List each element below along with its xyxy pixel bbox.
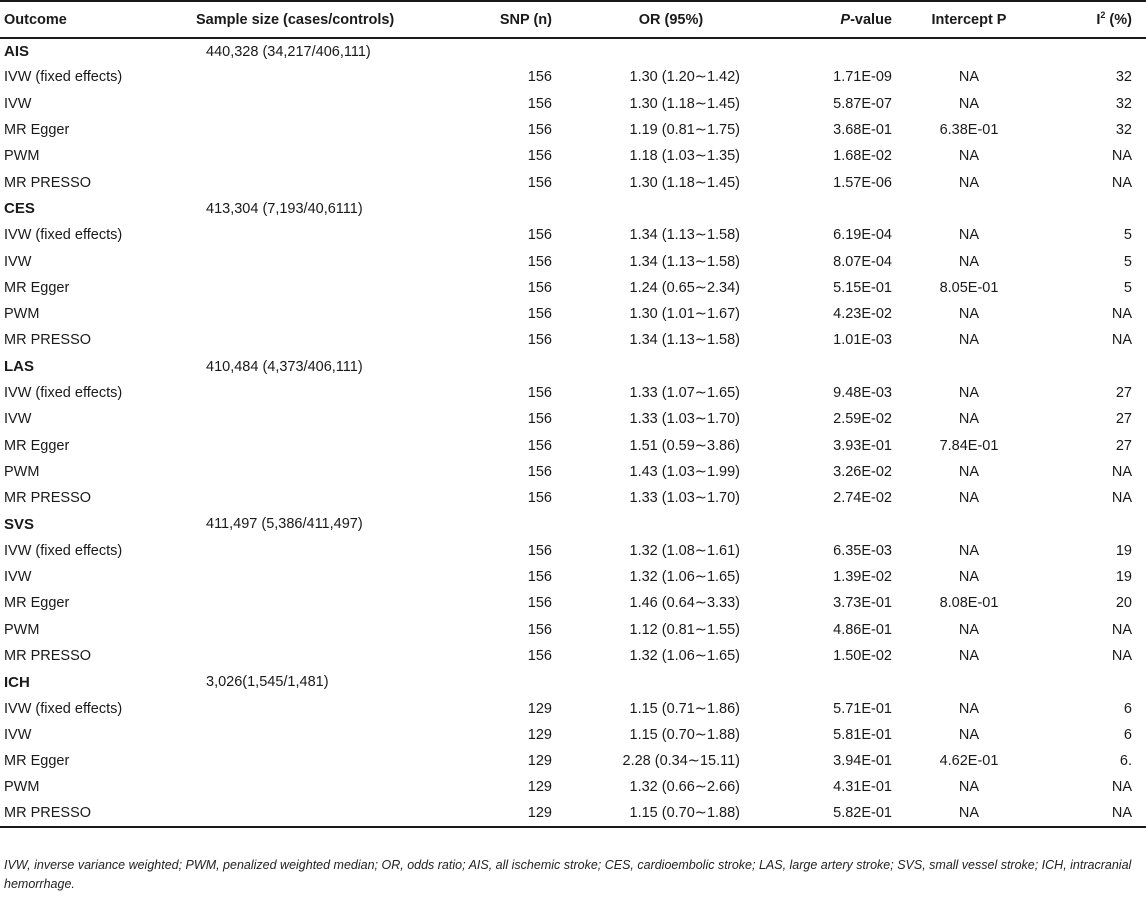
method-cell: MR PRESSO: [0, 801, 196, 827]
intercept-cell: NA: [958, 621, 980, 638]
empty-cell: [1036, 196, 1146, 222]
pvalue-cell: 6.19E-04: [833, 227, 892, 244]
group-sample-size: 3,026(1,545/1,481): [206, 674, 329, 691]
pvalue-cell: 9.48E-03: [833, 385, 892, 401]
table-row: [0, 248, 1146, 274]
snp-cell: 129: [527, 779, 552, 796]
intercept-cell: NA: [958, 306, 980, 323]
pvalue-cell: 1.71E-09: [833, 69, 892, 86]
intercept-cell: NA: [958, 542, 980, 559]
intercept-cell: 8.08E-01: [939, 595, 999, 612]
empty-cell: [196, 301, 446, 327]
intercept-cell: NA: [958, 647, 980, 664]
pvalue-cell: 8.07E-04: [833, 253, 892, 270]
empty-cell: [556, 38, 786, 64]
table-row: [0, 722, 1146, 748]
or-cell: 1.33 (1.03∼1.70): [629, 411, 740, 428]
table-row: [0, 485, 1146, 511]
pvalue-cell: 3.73E-01: [833, 595, 892, 612]
empty-cell: [196, 774, 446, 800]
table-row: [0, 748, 1146, 774]
method-cell: IVW (fixed effects): [4, 700, 123, 717]
intercept-cell: NA: [958, 569, 980, 586]
header-i2-sup: 2: [1100, 9, 1106, 20]
empty-cell: [556, 669, 786, 695]
header-outcome: Outcome: [0, 1, 196, 38]
intercept-cell: 4.62E-01: [939, 753, 999, 770]
empty-cell: [196, 380, 446, 406]
group-row: [0, 38, 1146, 64]
table-row: [0, 169, 1146, 195]
empty-cell: [556, 354, 786, 380]
snp-cell: 156: [527, 542, 552, 559]
or-cell: 1.24 (0.65∼2.34): [629, 279, 740, 296]
table-row: [0, 695, 1146, 721]
method-cell: MR PRESSO: [4, 332, 92, 349]
snp-cell: 156: [527, 490, 552, 507]
empty-cell: [196, 327, 446, 353]
pvalue-cell: 3.68E-01: [833, 122, 892, 139]
table-row: [0, 301, 1146, 327]
empty-cell: [556, 511, 786, 537]
method-cell: IVW (fixed effects): [4, 385, 123, 401]
i2-cell: NA: [1111, 490, 1132, 507]
header-intercept: Intercept P: [902, 1, 1036, 38]
pvalue-cell: 1.01E-03: [833, 332, 892, 349]
empty-cell: [196, 91, 446, 117]
snp-cell: 129: [527, 700, 552, 717]
table-row: [0, 643, 1146, 669]
snp-cell: 156: [527, 411, 552, 428]
or-cell: 1.33 (1.07∼1.65): [629, 385, 740, 401]
snp-cell: 156: [527, 437, 552, 454]
empty-cell: [196, 801, 446, 827]
method-cell: PWM: [4, 148, 40, 165]
header-snp: SNP (n): [446, 1, 556, 38]
table-row: [0, 64, 1146, 90]
empty-cell: [446, 669, 556, 695]
intercept-cell: NA: [958, 253, 980, 270]
empty-cell: [196, 590, 446, 616]
method-cell: PWM: [4, 306, 40, 323]
empty-cell: [1036, 354, 1146, 380]
header-i2-base: I: [1096, 11, 1101, 28]
pvalue-cell: 2.59E-02: [833, 411, 892, 428]
or-cell: 1.32 (1.08∼1.61): [629, 542, 740, 559]
or-cell: 1.32 (0.66∼2.66): [629, 779, 740, 796]
empty-cell: [196, 459, 446, 485]
empty-cell: [196, 222, 446, 248]
intercept-cell: NA: [958, 779, 980, 796]
method-cell: IVW: [4, 411, 32, 428]
empty-cell: [446, 354, 556, 380]
snp-cell: 156: [527, 463, 552, 480]
pvalue-cell: 5.15E-01: [833, 279, 892, 296]
snp-cell: 156: [527, 647, 552, 664]
or-cell: 2.28 (0.34∼15.11): [622, 753, 740, 770]
snp-cell: 156: [527, 148, 552, 165]
method-cell: IVW (fixed effects): [4, 227, 123, 244]
pvalue-cell: 4.86E-01: [833, 621, 892, 638]
or-cell: 1.30 (1.18∼1.45): [629, 174, 740, 191]
snp-cell: 156: [527, 385, 552, 401]
intercept-cell: 6.38E-01: [939, 122, 999, 139]
snp-cell: 129: [527, 753, 552, 770]
or-cell: 1.15 (0.70∼1.88): [629, 726, 740, 743]
i2-cell: 32: [1115, 95, 1132, 112]
or-cell: 1.32 (1.06∼1.65): [629, 569, 740, 586]
empty-cell: [196, 485, 446, 511]
empty-cell: [196, 643, 446, 669]
i2-cell: 27: [1115, 437, 1132, 454]
group-row: [0, 669, 1146, 695]
table-row: [0, 380, 1146, 406]
empty-cell: [196, 432, 446, 458]
i2-cell: 5: [1123, 253, 1132, 270]
method-cell: PWM: [4, 463, 40, 480]
pvalue-cell: 1.68E-02: [833, 148, 892, 165]
empty-cell: [902, 196, 1036, 222]
pvalue-cell: 1.39E-02: [833, 569, 892, 586]
i2-cell: NA: [1111, 306, 1132, 323]
or-cell: 1.51 (0.59∼3.86): [629, 437, 740, 454]
i2-cell: NA: [1036, 801, 1146, 827]
table-row: [0, 222, 1146, 248]
pvalue-cell: 5.81E-01: [833, 726, 892, 743]
snp-cell: 156: [527, 595, 552, 612]
pvalue-cell: 5.71E-01: [833, 700, 892, 717]
method-cell: MR Egger: [4, 122, 70, 139]
i2-cell: 20: [1115, 595, 1132, 612]
empty-cell: [196, 722, 446, 748]
or-cell: 1.12 (0.81∼1.55): [629, 621, 740, 638]
empty-cell: [196, 695, 446, 721]
or-cell: 1.46 (0.64∼3.33): [629, 595, 740, 612]
snp-cell: 156: [527, 69, 552, 86]
snp-cell: 156: [527, 332, 552, 349]
pvalue-cell: 3.26E-02: [833, 463, 892, 480]
method-cell: MR Egger: [4, 753, 70, 770]
intercept-cell: NA: [958, 726, 980, 743]
intercept-cell: NA: [958, 332, 980, 349]
group-row: [0, 511, 1146, 537]
i2-cell: 32: [1115, 122, 1132, 139]
snp-cell: 156: [527, 227, 552, 244]
i2-cell: 27: [1115, 411, 1132, 428]
group-row: [0, 354, 1146, 380]
method-cell: MR PRESSO: [4, 647, 92, 664]
table-row: [0, 590, 1146, 616]
empty-cell: [196, 406, 446, 432]
intercept-cell: 7.84E-01: [939, 437, 999, 454]
table-row: [0, 275, 1146, 301]
snp-cell: 156: [527, 122, 552, 139]
i2-cell: 27: [1115, 385, 1132, 401]
empty-cell: [1036, 669, 1146, 695]
intercept-cell: NA: [958, 95, 980, 112]
pvalue-cell: 3.94E-01: [833, 753, 892, 770]
header-i2-suffix: (%): [1105, 11, 1132, 28]
method-cell: PWM: [4, 621, 40, 638]
i2-cell: NA: [1111, 463, 1132, 480]
i2-cell: NA: [1111, 647, 1132, 664]
or-cell: 1.34 (1.13∼1.58): [629, 253, 740, 270]
group-row: [0, 196, 1146, 222]
intercept-cell: NA: [902, 801, 1036, 827]
empty-cell: [196, 169, 446, 195]
empty-cell: [196, 617, 446, 643]
i2-cell: 19: [1115, 542, 1132, 559]
empty-cell: [902, 511, 1036, 537]
empty-cell: [1036, 511, 1146, 537]
group-sample-size: 413,304 (7,193/40,6111): [206, 200, 363, 217]
i2-cell: NA: [1111, 174, 1132, 191]
or-cell: 1.32 (1.06∼1.65): [629, 647, 740, 664]
empty-cell: [196, 143, 446, 169]
snp-cell: 156: [527, 306, 552, 323]
method-cell: IVW (fixed effects): [4, 69, 123, 86]
table-row: [0, 564, 1146, 590]
method-cell: MR PRESSO: [4, 490, 92, 507]
or-cell: 1.30 (1.18∼1.45): [629, 95, 740, 112]
pvalue-cell: 1.57E-06: [833, 174, 892, 191]
method-cell: MR Egger: [4, 279, 70, 296]
or-cell: 1.43 (1.03∼1.99): [629, 463, 740, 480]
i2-cell: 6: [1123, 726, 1132, 743]
or-cell: 1.30 (1.20∼1.42): [629, 69, 740, 86]
group-outcome: AIS: [4, 43, 30, 61]
or-cell: 1.19 (0.81∼1.75): [629, 122, 740, 139]
or-cell: 1.34 (1.13∼1.58): [629, 227, 740, 244]
header-row: [0, 1, 1146, 38]
i2-cell: 6: [1123, 700, 1132, 717]
group-sample-size: 410,484 (4,373/406,111): [206, 358, 363, 375]
or-cell: 1.18 (1.03∼1.35): [629, 148, 740, 165]
empty-cell: [786, 38, 902, 64]
table-row: [0, 327, 1146, 353]
method-cell: IVW: [4, 95, 32, 112]
snp-cell: 129: [527, 726, 552, 743]
group-outcome: CES: [4, 200, 35, 218]
header-pvalue-suffix: -value: [850, 11, 892, 28]
group-outcome: LAS: [4, 358, 34, 376]
header-or: OR (95%): [556, 1, 786, 38]
empty-cell: [446, 196, 556, 222]
intercept-cell: NA: [958, 69, 980, 86]
method-cell: MR Egger: [4, 437, 70, 454]
table-body: [0, 38, 1146, 827]
group-sample-size: 440,328 (34,217/406,111): [206, 43, 371, 60]
header-pvalue: [786, 1, 902, 38]
empty-cell: [196, 117, 446, 143]
group-outcome: ICH: [4, 673, 30, 691]
or-cell: 1.33 (1.03∼1.70): [629, 490, 740, 507]
snp-cell: 129: [446, 801, 556, 827]
method-cell: PWM: [4, 779, 40, 796]
group-outcome: SVS: [4, 515, 35, 533]
i2-cell: 19: [1115, 569, 1132, 586]
header-sample: Sample size (cases/controls): [196, 1, 446, 38]
method-cell: MR PRESSO: [4, 174, 92, 191]
i2-cell: 5: [1123, 279, 1132, 296]
pvalue-cell: 5.82E-01: [786, 801, 902, 827]
group-sample-size: 411,497 (5,386/411,497): [206, 516, 363, 533]
intercept-cell: NA: [958, 411, 980, 428]
table-row: [0, 117, 1146, 143]
snp-cell: 156: [527, 253, 552, 270]
empty-cell: [1036, 38, 1146, 64]
table-row: [0, 617, 1146, 643]
intercept-cell: NA: [958, 174, 980, 191]
empty-cell: [196, 64, 446, 90]
table-row: [0, 406, 1146, 432]
method-cell: IVW (fixed effects): [4, 542, 123, 559]
snp-cell: 156: [527, 621, 552, 638]
or-cell: 1.30 (1.01∼1.67): [629, 306, 740, 323]
method-cell: IVW: [4, 253, 32, 270]
empty-cell: [446, 38, 556, 64]
empty-cell: [786, 354, 902, 380]
empty-cell: [902, 669, 1036, 695]
empty-cell: [902, 354, 1036, 380]
snp-cell: 156: [527, 174, 552, 191]
intercept-cell: NA: [958, 463, 980, 480]
table-row: [0, 459, 1146, 485]
intercept-cell: NA: [958, 227, 980, 244]
i2-cell: NA: [1111, 779, 1132, 796]
intercept-cell: NA: [958, 700, 980, 717]
table-row: [0, 801, 1146, 827]
empty-cell: [196, 275, 446, 301]
intercept-cell: 8.05E-01: [939, 279, 999, 296]
or-cell: 1.34 (1.13∼1.58): [629, 332, 740, 349]
table-row: [0, 538, 1146, 564]
or-cell: 1.15 (0.71∼1.86): [629, 700, 740, 717]
pvalue-cell: 6.35E-03: [833, 542, 892, 559]
pvalue-cell: 2.74E-02: [833, 490, 892, 507]
method-cell: IVW: [4, 569, 32, 586]
intercept-cell: NA: [958, 385, 980, 401]
pvalue-cell: 3.93E-01: [833, 437, 892, 454]
method-cell: IVW: [4, 726, 32, 743]
i2-cell: NA: [1111, 621, 1132, 638]
empty-cell: [196, 538, 446, 564]
empty-cell: [196, 564, 446, 590]
pvalue-cell: 5.87E-07: [833, 95, 892, 112]
i2-cell: 5: [1123, 227, 1132, 244]
table-footnote: IVW, inverse variance weighted; PWM, penalized weighted median; OR, odds ratio; AIS, all ischemic stroke; CES, cardioembolic stroke; LAS, large artery stroke; SVS, small vessel stroke; ICH, intracranial hemorrhage.: [4, 858, 1132, 891]
table-row: [0, 143, 1146, 169]
snp-cell: 156: [527, 279, 552, 296]
header-i2: [1036, 1, 1146, 38]
empty-cell: [902, 38, 1036, 64]
i2-cell: 6.: [1119, 753, 1132, 770]
empty-cell: [786, 196, 902, 222]
snp-cell: 156: [527, 569, 552, 586]
empty-cell: [196, 748, 446, 774]
empty-cell: [196, 248, 446, 274]
intercept-cell: NA: [958, 490, 980, 507]
table-row: [0, 774, 1146, 800]
empty-cell: [556, 196, 786, 222]
pvalue-cell: 4.23E-02: [833, 306, 892, 323]
empty-cell: [786, 669, 902, 695]
table-row: [0, 432, 1146, 458]
pvalue-cell: 4.31E-01: [833, 779, 892, 796]
header-pvalue-italic: P: [840, 11, 851, 28]
snp-cell: 156: [527, 95, 552, 112]
i2-cell: 32: [1115, 69, 1132, 86]
empty-cell: [446, 511, 556, 537]
table-row: [0, 91, 1146, 117]
empty-cell: [786, 511, 902, 537]
or-cell: 1.15 (0.70∼1.88): [556, 801, 786, 827]
method-cell: MR Egger: [4, 595, 70, 612]
i2-cell: NA: [1111, 332, 1132, 349]
intercept-cell: NA: [958, 148, 980, 165]
i2-cell: NA: [1111, 148, 1132, 165]
pvalue-cell: 1.50E-02: [833, 647, 892, 664]
